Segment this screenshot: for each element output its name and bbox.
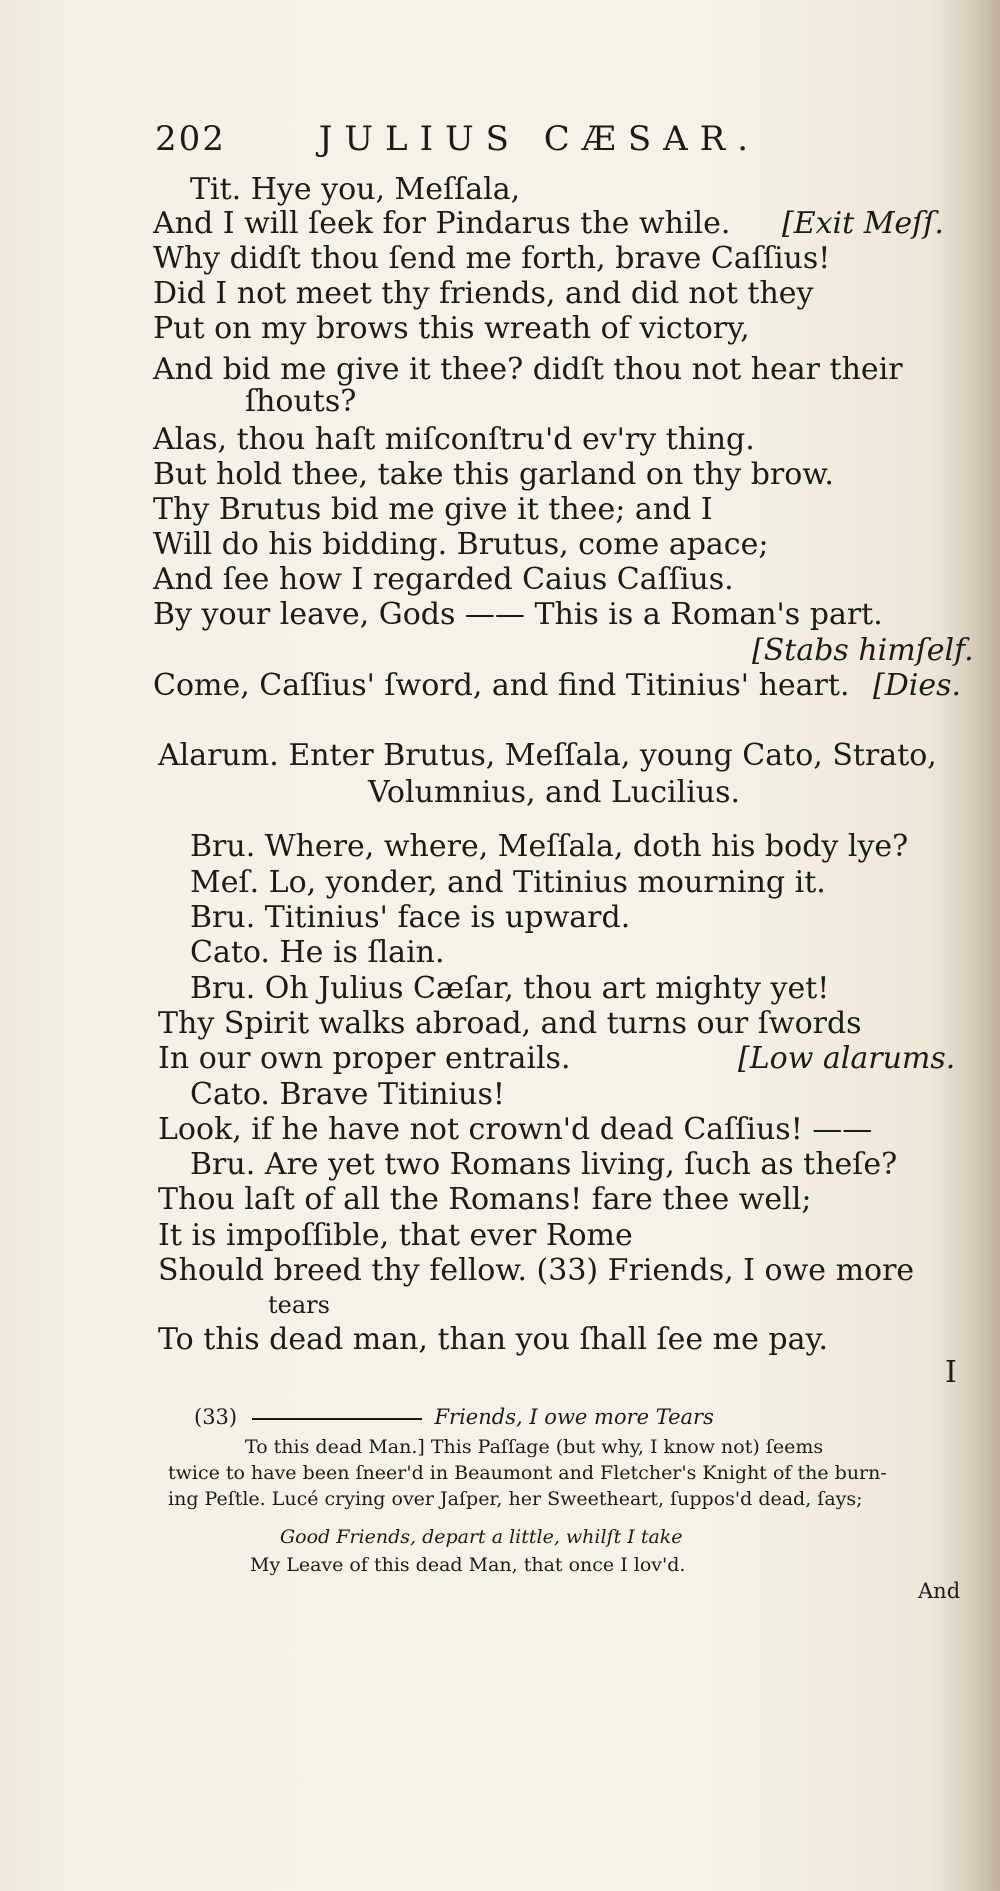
verse-line: To this dead man, than you ſhall ſee me pay. [158,1322,828,1357]
footnote-marker: (33) [194,1405,238,1429]
stage-entrance: Alarum. Enter Brutus, Meſſala, young Cato, Strato, [158,738,937,773]
verse-line: Thy Brutus bid me give it thee; and I [153,492,713,527]
catchword: And [918,1579,961,1603]
stage-direction: [Stabs himſelf. [752,633,974,668]
verse-line: Did I not meet thy friends, and did not they [153,276,814,311]
verse-line: Come, Caſſius' ſword, and find Titinius' heart. [153,668,850,703]
footnote-quote: My Leave of this dead Man, that once I lov'd. [250,1554,686,1576]
footnote-quote: Good Friends, depart a little, whilſt I take [280,1526,683,1548]
verse-line: Thy Spirit walks abroad, and turns our ſwords [158,1006,862,1041]
verse-line: Will do his bidding. Brutus, come apace; [153,527,769,562]
verse-line: And ſee how I regarded Caius Caſſius. [153,562,734,597]
signature-mark: I [945,1355,957,1390]
verse-line: In our own proper entrails. [158,1041,571,1076]
stage-entrance: Volumnius, and Lucilius. [368,775,741,810]
page-header [155,119,761,159]
verse-line: Bru. Oh Julius Cæſar, thou art mighty yet! [190,971,830,1006]
footnote-lemma: Friends, I owe more Tears [434,1405,714,1429]
footnote-rule [252,1418,422,1420]
verse-line: Look, if he have not crown'd dead Caſſius! —— [158,1112,873,1147]
stage-direction: [Low alarums. [738,1041,956,1076]
verse-line: ſhouts? [245,384,357,419]
verse-line: Cato. He is ſlain. [190,935,445,970]
verse-line: Bru. Where, where, Meſſala, doth his body lye? [190,829,909,864]
verse-line: Meſ. Lo, yonder, and Titinius mourning it. [190,865,826,900]
stage-direction: [Exit Meſſ. [782,206,944,241]
verse-line: By your leave, Gods —— This is a Roman's part. [153,597,883,632]
verse-line: Should breed thy fellow. (33) Friends, I owe more [158,1253,915,1288]
verse-line: And I will ſeek for Pindarus the while. [153,206,731,241]
running-title: JULIUS CÆSAR. [318,119,761,159]
verse-line: Thou laſt of all the Romans! fare thee well; [158,1182,812,1217]
verse-line: Bru. Are yet two Romans living, ſuch as theſe? [190,1147,898,1182]
verse-line: Bru. Titinius' face is upward. [190,900,631,935]
footnote-line: ing Peſtle. Lucé crying over Jaſper, her Sweetheart, ſuppos'd dead, ſays; [168,1488,863,1510]
footnote-line: To this dead Man.] This Paſſage (but why, I know not) ſeems [245,1436,824,1458]
verse-line: Alas, thou haſt miſconſtru'd ev'ry thing. [153,422,755,457]
verse-line: Tit. Hye you, Meſſala, [190,172,521,207]
page-number: 202 [155,119,226,159]
verse-line: And bid me give it thee? didſt thou not hear their [153,352,903,387]
stage-direction: [Dies. [873,668,962,703]
verse-line: tears [268,1291,330,1319]
verse-line: But hold thee, take this garland on thy brow. [153,457,834,492]
footnote-line: twice to have been ſneer'd in Beaumont and Fletcher's Knight of the burn- [168,1462,887,1484]
verse-line: Cato. Brave Titinius! [190,1077,505,1112]
verse-line: It is impoſſible, that ever Rome [158,1218,633,1253]
verse-line: Why didſt thou ſend me forth, brave Caſſius! [153,241,831,276]
verse-line: Put on my brows this wreath of victory, [153,311,750,346]
footnote-lead [194,1405,714,1429]
